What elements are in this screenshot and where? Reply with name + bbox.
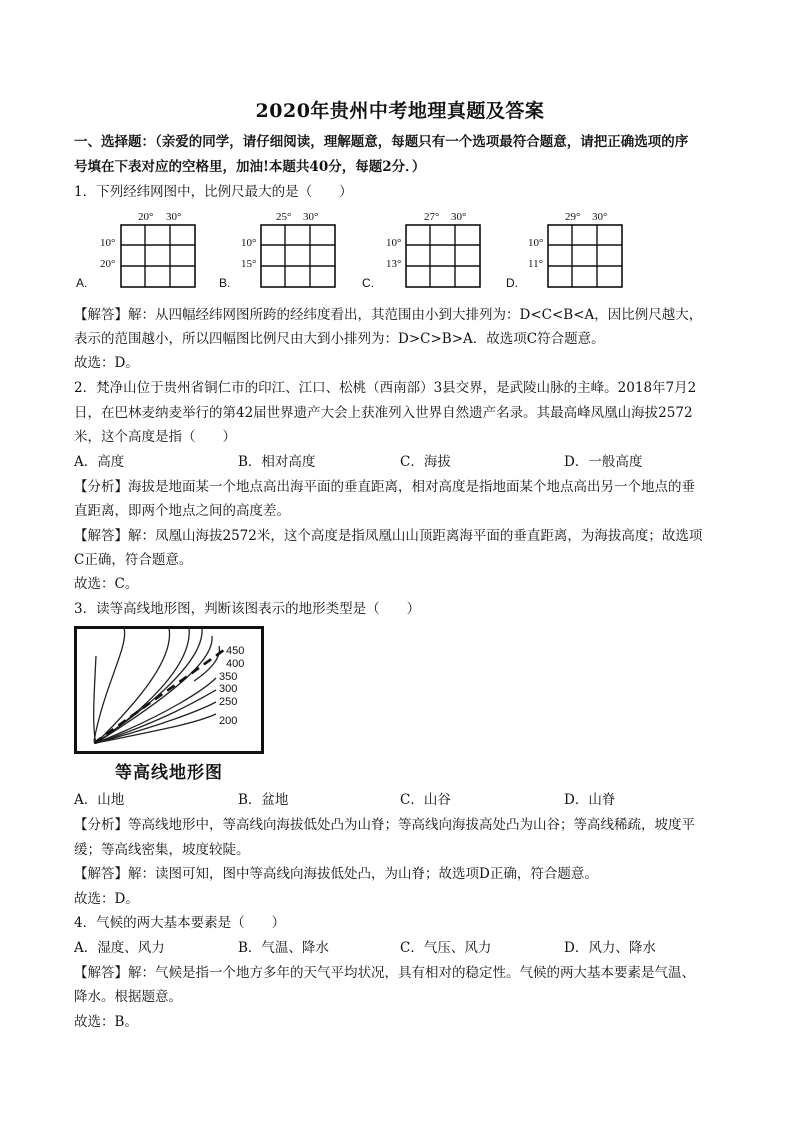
q4-answer-line2: 降水。根据题意。 — [74, 989, 182, 1005]
q1-grid-b-lat1: 10° — [241, 237, 257, 249]
q3-stem: 3．读等高线地形图，判断该图表示的地形类型是（ ） — [74, 601, 421, 617]
contour-label-300: 300 — [219, 683, 238, 695]
q3-option-a: A．山地 — [74, 792, 125, 808]
q2-stem-line3: 米，这个高度是指（ ） — [74, 429, 236, 445]
q1-grid-b-lon2: 30° — [303, 211, 319, 223]
q2-option-b: B．相对高度 — [238, 454, 316, 470]
section-header-line1: 一、选择题：（亲爱的同学，请仔细阅读，理解题意，每题只有一个选项最符合题意，请把正确选项的序 — [74, 134, 689, 150]
q3-analysis-line2: 缓；等高线密集，坡度较陡。 — [74, 842, 250, 858]
q4-stem: 4．气候的两大基本要素是（ ） — [74, 915, 286, 931]
q3-option-d: D．山脊 — [564, 792, 616, 808]
contour-label-350: 350 — [219, 671, 238, 683]
section-header-line2: 号填在下表对应的空格里，加油!本题共40分，每题2分．） — [74, 159, 426, 175]
q1-grid-a-lon2: 30° — [166, 211, 182, 223]
q1-grid-d-lon2: 30° — [592, 211, 608, 223]
q1-grid-c-lat2: 13° — [386, 258, 402, 270]
q3-map-caption: 等高线地形图 — [115, 763, 223, 783]
q1-grid-b-lines — [260, 224, 336, 288]
q1-grid-d-lat1: 10° — [528, 237, 544, 249]
contour-label-450: 450 — [226, 645, 245, 657]
q4-choice: 故选：B。 — [74, 1014, 138, 1030]
q1-grid-b-lon1: 25° — [276, 211, 292, 223]
q1-stem: 1．下列经纬网图中，比例尺最大的是（ ） — [74, 184, 353, 200]
q2-stem-line2: 日，在巴林麦纳麦举行的第42届世界遗产大会上获准列入世界自然遗产名录。其最高峰凤凰山海拔2572 — [74, 405, 693, 421]
q4-answer-line1: 【解答】解：气候是指一个地方多年的天气平均状况，具有相对的稳定性。气候的两大基本要素是气温、 — [74, 965, 695, 981]
q2-answer-line1: 【解答】解：凤凰山海拔2572米，这个高度是指凤凰山山顶距离海平面的垂直距离，为海拔高度；故选项 — [74, 528, 703, 544]
q1-answer-line1: 【解答】解：从四幅经纬网图所跨的经纬度看出，其范围由小到大排列为：D<C<B<A，因比例尺越大， — [74, 307, 703, 323]
q2-option-a: A．高度 — [74, 454, 125, 470]
q2-option-c: C．海拔 — [400, 454, 451, 470]
q1-grid-b-letter: B. — [219, 276, 231, 290]
q2-analysis-line2: 直距离，即两个地点之间的高度差。 — [74, 503, 290, 519]
q1-answer-line2: 表示的范围越小，所以四幅图比例尺由大到小排列为：D>C>B>A．故选项C符合题意。 — [74, 331, 605, 347]
q1-grid-c-letter: C. — [362, 276, 374, 290]
q3-option-b: B．盆地 — [238, 792, 289, 808]
q1-grid-c-lon2: 30° — [451, 211, 467, 223]
q1-grid-a-lines — [120, 224, 196, 288]
q4-option-b: B．气温、降水 — [238, 940, 329, 956]
q1-grid-d-letter: D. — [506, 276, 518, 290]
q1-grid-a-lat1: 10° — [100, 237, 116, 249]
q1-grid-b-lat2: 15° — [241, 258, 257, 270]
q1-grid-c-lines — [405, 224, 481, 288]
q2-option-d: D．一般高度 — [564, 454, 643, 470]
q3-analysis-line1: 【分析】等高线地形中，等高线向海拔低处凸为山脊；等高线向海拔高处凸为山谷；等高线稀疏，坡度平 — [74, 817, 695, 833]
q4-option-c: C．气压、风力 — [400, 940, 492, 956]
contour-label-200: 200 — [219, 715, 238, 727]
q1-grid-d-lon1: 29° — [565, 211, 581, 223]
q2-analysis-line1: 【分析】海拔是地面某一个地点高出海平面的垂直距离，相对高度是指地面某个地点高出另一个地点的垂 — [74, 479, 695, 495]
q4-option-d: D．风力、降水 — [564, 940, 656, 956]
q1-grid-a-letter: A. — [76, 276, 88, 290]
contour-label-400: 400 — [226, 658, 245, 670]
q1-grid-c-lon1: 27° — [424, 211, 440, 223]
q1-grid-d-lat2: 11° — [528, 258, 543, 270]
q2-answer-line2: C正确，符合题意。 — [74, 552, 193, 568]
q1-grid-c-lat1: 10° — [386, 237, 402, 249]
q2-stem-line1: 2．梵净山位于贵州省铜仁市的印江、江口、松桃（西南部）3县交界，是武陵山脉的主峰。2018年7月2 — [74, 380, 697, 396]
q3-answer: 【解答】解：读图可知，图中等高线向海拔低处凸，为山脊；故选项D正确，符合题意。 — [74, 866, 598, 882]
contour-label-250: 250 — [219, 696, 238, 708]
page-title: 2020年贵州中考地理真题及答案 — [255, 100, 545, 122]
q1-choice: 故选：D。 — [74, 355, 139, 371]
q1-grid-a-lat2: 20° — [100, 258, 116, 270]
q3-choice: 故选：D。 — [74, 891, 139, 907]
q1-grid-d-lines — [547, 224, 623, 288]
q1-grid-a-lon1: 20° — [138, 211, 154, 223]
q3-option-c: C．山谷 — [400, 792, 451, 808]
q4-option-a: A．湿度、风力 — [74, 940, 165, 956]
q2-choice: 故选：C。 — [74, 576, 139, 592]
